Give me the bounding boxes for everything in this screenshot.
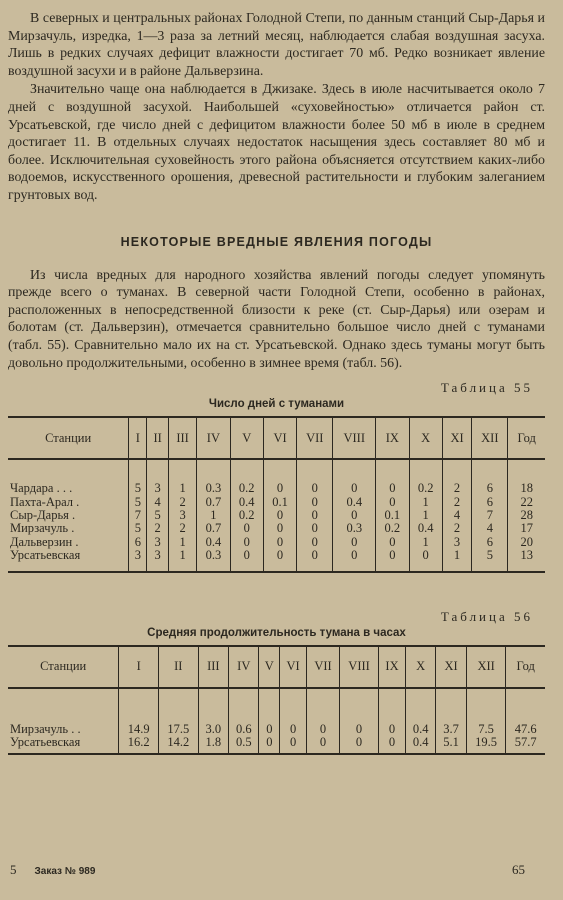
signature-mark: 5 bbox=[10, 862, 17, 877]
table-cell: 0.4 bbox=[230, 496, 263, 509]
paragraph: Из числа вредных для народного хозяйства явлений погоды следует упомянуть прежде всего о туманах. В северной части Голодной Степи, особенно в районах, расположенных в непосредственной близости к реке (ст. Сыр-Дарья) или озерам и болотам (ст. Дальверзин), отмечается сравнительно большое число дней с туманами (табл. 55). Сравнительно мало их на ст. Урсатьевской. Однако здесь туманы могут быть довольно продолжительными, особенно в зимнее время (табл. 56). bbox=[8, 267, 545, 371]
table-cell: 17.5 bbox=[158, 723, 198, 736]
table-cell: 0 bbox=[409, 549, 442, 562]
table-cell: 2 bbox=[442, 482, 471, 495]
table-label: Таблица 56 bbox=[440, 608, 533, 624]
table-cell: 1 bbox=[409, 509, 442, 522]
table-row bbox=[8, 549, 545, 562]
table-cell: 3 bbox=[147, 536, 169, 549]
table-cell: 1.8 bbox=[198, 736, 228, 749]
table-cell: 0 bbox=[376, 549, 409, 562]
table-cell: 28 bbox=[508, 509, 545, 522]
paragraph: В северных и центральных районах Голодной Степи, по данным станций Сыр-Дарья и Мирзачуль, изредка, 1—3 раза за летний месяц, наблюдается слабая воздушная засуха. Лишь в редких случаях дефицит влажности достигает 70 мб. Редко возникает явление воздушной засухи и в районе Дальверзина. bbox=[8, 11, 545, 79]
table-cell: 0.3 bbox=[197, 482, 230, 495]
table-cell: 0 bbox=[333, 509, 376, 522]
table-cell: 1 bbox=[168, 549, 196, 562]
table-cell: 0.4 bbox=[333, 496, 376, 509]
table-cell: 3 bbox=[129, 549, 147, 562]
table-cell: 0.2 bbox=[230, 482, 263, 495]
column-header: IX bbox=[379, 646, 406, 688]
column-header: III bbox=[168, 417, 196, 459]
paragraph: Значительно чаще она наблюдается в Джизаке. Здесь в июле насчитывается около 7 дней с воздушной засухой. Наибольшей «суховейностью» отличается район ст. Урсатьевской, где число дней с дефицитом влажности более 50 мб в июле в среднем достигает 11. В отдельных случаях недостаток насыщения здесь составляет 80 мб и более. Исключительная суховейность этого района объясняется отсутствием каких-либо водоемов, искусственного орошения, древесной растительности и глубоким залеганием грунтовых вод. bbox=[8, 82, 545, 203]
table-cell: 0 bbox=[297, 522, 333, 535]
table-cell: 0.4 bbox=[405, 736, 435, 749]
table-spacer bbox=[8, 688, 545, 723]
table-cell: 57.7 bbox=[506, 736, 545, 749]
table-cell: 0 bbox=[263, 482, 296, 495]
table-cell: 0 bbox=[297, 536, 333, 549]
table-cell: 3 bbox=[147, 549, 169, 562]
column-header: II bbox=[147, 417, 169, 459]
station-name: Сыр-Дарья . bbox=[10, 507, 76, 522]
table-cell: 20 bbox=[508, 536, 545, 549]
table-cell: 1 bbox=[197, 509, 230, 522]
table-cell: 3.0 bbox=[198, 723, 228, 736]
table-cell: 1 bbox=[168, 482, 196, 495]
table-cell: 5 bbox=[129, 496, 147, 509]
table-cell: 0.6 bbox=[229, 723, 259, 736]
table-row bbox=[8, 723, 545, 736]
table-cell: 0 bbox=[307, 723, 340, 736]
table-cell: 0.2 bbox=[376, 522, 409, 535]
table-cell: 19.5 bbox=[466, 736, 506, 749]
table-cell: 0.4 bbox=[405, 723, 435, 736]
table-cell: 22 bbox=[508, 496, 545, 509]
fog-duration-table bbox=[8, 645, 545, 756]
table-cell: 0.5 bbox=[229, 736, 259, 749]
column-header: X bbox=[405, 646, 435, 688]
table-cell: 0 bbox=[263, 549, 296, 562]
table-cell: 14.2 bbox=[158, 736, 198, 749]
column-header: VI bbox=[263, 417, 296, 459]
table-cell: 0.3 bbox=[333, 522, 376, 535]
column-header: V bbox=[259, 646, 280, 688]
table-title: Средняя продолжительность тумана в часах bbox=[147, 626, 406, 639]
fog-days-table bbox=[8, 416, 545, 572]
print-order: Заказ № 989 bbox=[34, 866, 96, 877]
column-header: II bbox=[158, 646, 198, 688]
table-row bbox=[8, 482, 545, 495]
table-cell: 0.4 bbox=[197, 536, 230, 549]
table-cell: 4 bbox=[472, 522, 508, 535]
table-cell: 5 bbox=[147, 509, 169, 522]
table-cell: 0 bbox=[376, 496, 409, 509]
table-cell: 0.4 bbox=[409, 522, 442, 535]
table-cell: 2 bbox=[442, 496, 471, 509]
table-cell: 3 bbox=[147, 482, 169, 495]
table-cell: 0 bbox=[376, 482, 409, 495]
table-row bbox=[8, 536, 545, 549]
column-header: I bbox=[129, 417, 147, 459]
table-cell: 0 bbox=[340, 736, 379, 749]
table-row bbox=[8, 522, 545, 535]
table-spacer bbox=[8, 459, 545, 482]
column-header: IV bbox=[197, 417, 230, 459]
table-label: Таблица 55 bbox=[440, 380, 533, 396]
column-header: XI bbox=[436, 646, 466, 688]
section-title: НЕКОТОРЫЕ ВРЕДНЫЕ ЯВЛЕНИЯ ПОГОДЫ bbox=[120, 234, 433, 249]
table-cell: 0 bbox=[333, 549, 376, 562]
station-name: Мирзачуль . bbox=[10, 521, 75, 536]
table-cell: 3.7 bbox=[436, 723, 466, 736]
table-spacer bbox=[8, 749, 545, 754]
table-cell: 47.6 bbox=[506, 723, 545, 736]
station-name: Урсатьевская bbox=[10, 548, 81, 563]
table-cell: 5 bbox=[129, 482, 147, 495]
table-cell: 7 bbox=[129, 509, 147, 522]
column-header: VIII bbox=[333, 417, 376, 459]
table-cell: 0 bbox=[379, 736, 406, 749]
table-cell: 0 bbox=[333, 536, 376, 549]
column-header: Год bbox=[508, 417, 545, 459]
column-header: VII bbox=[307, 646, 340, 688]
table-cell: 0 bbox=[230, 536, 263, 549]
column-header: I bbox=[119, 646, 159, 688]
footer-left bbox=[10, 862, 95, 878]
table-cell: 3 bbox=[442, 536, 471, 549]
table-cell: 0 bbox=[263, 536, 296, 549]
table-cell: 4 bbox=[147, 496, 169, 509]
table-cell: 0.7 bbox=[197, 496, 230, 509]
table-cell: 1 bbox=[168, 536, 196, 549]
table-cell: 6 bbox=[472, 496, 508, 509]
table-cell: 0 bbox=[263, 509, 296, 522]
column-header: VIII bbox=[340, 646, 379, 688]
table-cell: 2 bbox=[442, 522, 471, 535]
table-cell: 2 bbox=[147, 522, 169, 535]
table-title: Число дней с туманами bbox=[208, 398, 345, 411]
table-row bbox=[8, 736, 545, 749]
column-header: XII bbox=[466, 646, 506, 688]
table-cell: 0 bbox=[230, 522, 263, 535]
table-cell: 7 bbox=[472, 509, 508, 522]
table-cell: 7.5 bbox=[466, 723, 506, 736]
station-name: Чардара . . . bbox=[10, 481, 73, 496]
table-cell: 0.1 bbox=[263, 496, 296, 509]
column-header: XII bbox=[472, 417, 508, 459]
table-cell: 1 bbox=[409, 496, 442, 509]
column-header: III bbox=[198, 646, 228, 688]
table-cell: 0.2 bbox=[409, 482, 442, 495]
station-name: Урсатьевская bbox=[10, 734, 81, 749]
column-header-stations: Станции bbox=[8, 646, 119, 688]
table-cell: 0 bbox=[230, 549, 263, 562]
column-header: XI bbox=[442, 417, 471, 459]
column-header: VI bbox=[280, 646, 307, 688]
table-cell: 0 bbox=[376, 536, 409, 549]
table-cell: 6 bbox=[472, 536, 508, 549]
table-cell: 0 bbox=[297, 549, 333, 562]
table-cell: 16.2 bbox=[119, 736, 159, 749]
column-header-stations: Станции bbox=[8, 417, 129, 459]
table-cell: 2 bbox=[168, 496, 196, 509]
table-cell: 13 bbox=[508, 549, 545, 562]
table-cell: 0 bbox=[259, 723, 280, 736]
table-cell: 3 bbox=[168, 509, 196, 522]
table-cell: 0 bbox=[340, 723, 379, 736]
table-cell: 17 bbox=[508, 522, 545, 535]
table-cell: 0.3 bbox=[197, 549, 230, 562]
column-header: IV bbox=[229, 646, 259, 688]
table-row bbox=[8, 509, 545, 522]
table-cell: 5.1 bbox=[436, 736, 466, 749]
table-cell: 1 bbox=[442, 549, 471, 562]
table-cell: 6 bbox=[129, 536, 147, 549]
table-cell: 0.1 bbox=[376, 509, 409, 522]
table-cell: 2 bbox=[168, 522, 196, 535]
table-cell: 14.9 bbox=[119, 723, 159, 736]
table-cell: 6 bbox=[472, 482, 508, 495]
station-name: Дальверзин . bbox=[10, 534, 79, 549]
table-cell: 0 bbox=[333, 482, 376, 495]
table-cell: 0 bbox=[307, 736, 340, 749]
column-header: IX bbox=[376, 417, 409, 459]
table-cell: 18 bbox=[508, 482, 545, 495]
column-header: Год bbox=[506, 646, 545, 688]
station-name: Пахта-Арал . bbox=[10, 494, 80, 509]
table-cell: 5 bbox=[129, 522, 147, 535]
table-row bbox=[8, 496, 545, 509]
table-cell: 0.2 bbox=[230, 509, 263, 522]
table-cell: 0 bbox=[297, 509, 333, 522]
table-cell: 0 bbox=[379, 723, 406, 736]
page-number: 65 bbox=[512, 862, 525, 877]
table-cell: 0 bbox=[297, 496, 333, 509]
table-cell: 0 bbox=[280, 723, 307, 736]
table-cell: 0 bbox=[280, 736, 307, 749]
table-cell: 5 bbox=[472, 549, 508, 562]
table-cell: 0.7 bbox=[197, 522, 230, 535]
column-header: VII bbox=[297, 417, 333, 459]
station-name: Мирзачуль . . bbox=[10, 721, 81, 736]
table-cell: 1 bbox=[409, 536, 442, 549]
table-cell: 4 bbox=[442, 509, 471, 522]
table-spacer bbox=[8, 563, 545, 572]
column-header: V bbox=[230, 417, 263, 459]
table-cell: 0 bbox=[259, 736, 280, 749]
table-cell: 0 bbox=[263, 522, 296, 535]
table-cell: 0 bbox=[297, 482, 333, 495]
column-header: X bbox=[409, 417, 442, 459]
